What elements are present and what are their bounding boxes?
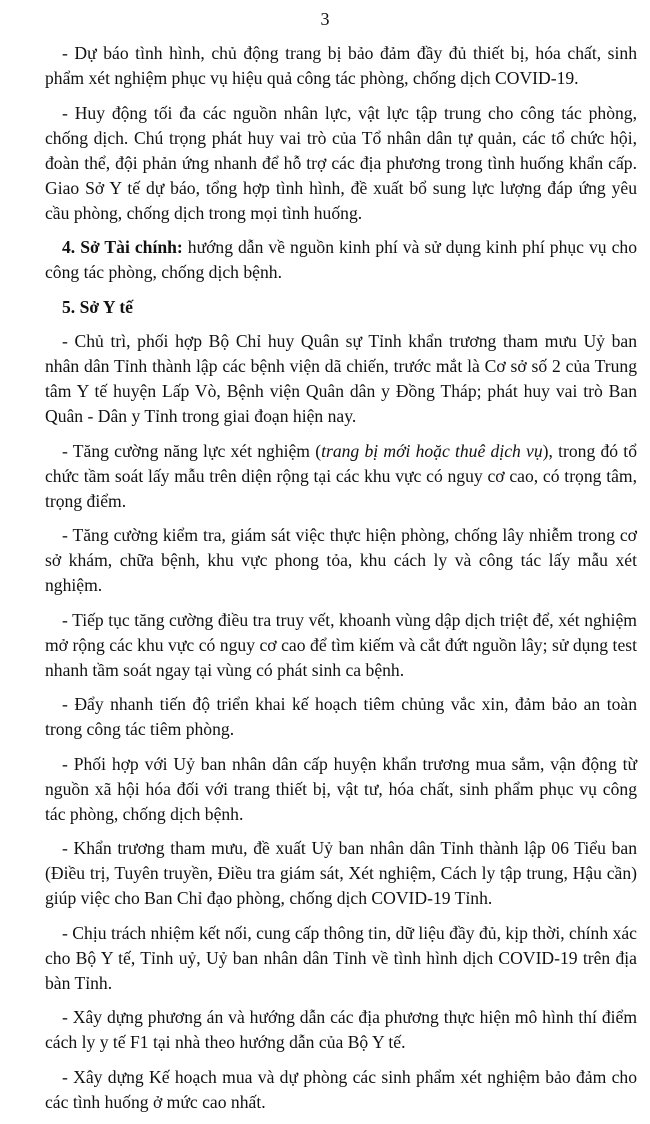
paragraph-finance-department: [45, 235, 637, 285]
paragraph-field-hospitals: - Chủ trì, phối hợp Bộ Chỉ huy Quân sự Tỉnh khẩn trương tham mưu Uỷ ban nhân dân Tỉnh thành lập các bệnh viện dã chiến, trước mắt là Cơ sở số 2 của Trung tâm Y tế huyện Lấp Vò, Bệnh viện Quân dân y Đồng Tháp; phát huy vai trò Ban Quân - Dân y Tỉnh trong giai đoạn hiện nay.: [45, 331, 637, 426]
paragraph-subcommittees: - Khẩn trương tham mưu, đề xuất Uỷ ban nhân dân Tỉnh thành lập 06 Tiểu ban (Điều trị, Tuyên truyền, Điều tra giám sát, Xét nghiệm, Cách ly tập trung, Hậu cần) giúp việc cho Ban Chỉ đạo phòng, chống dịch COVID-19 Tỉnh.: [45, 838, 637, 908]
finance-department-label: 4. Sở Tài chính:: [62, 237, 183, 257]
heading-health-department: 5. Sở Y tế: [62, 296, 133, 317]
paragraph-information: - Chịu trách nhiệm kết nối, cung cấp thông tin, dữ liệu đầy đủ, kịp thời, chính xác cho Bộ Y tế, Tỉnh uỷ, Uỷ ban nhân dân Tỉnh về tình hình dịch COVID-19 trên địa bàn Tỉnh.: [45, 922, 637, 993]
testing-text-before: - Tăng cường năng lực xét nghiệm (: [62, 440, 322, 461]
paragraph-contact-tracing: - Tiếp tục tăng cường điều tra truy vết, khoanh vùng dập dịch triệt để, xét nghiệm mở rộng các khu vực có nguy cơ cao để tìm kiếm và cắt đứt nguồn lây; sử dụng test nhanh tầm soát ngay tại vùng có phát sinh ca bệnh.: [45, 609, 637, 680]
paragraph-vaccination: - Đẩy nhanh tiến độ triển khai kế hoạch tiêm chủng vắc xin, đảm bảo an toàn trong công tác tiêm phòng.: [45, 694, 637, 739]
paragraph-forecast: - Dự báo tình hình, chủ động trang bị bảo đảm đầy đủ thiết bị, hóa chất, sinh phẩm xét nghiệm phục vụ hiệu quả công tác phòng, chống dịch COVID-19.: [45, 43, 637, 88]
page-number: 3: [320, 9, 330, 29]
document-body: [45, 41, 637, 1124]
paragraph-home-isolation: - Xây dựng phương án và hướng dẫn các địa phương thực hiện mô hình thí điểm cách ly y tế F1 tại nhà theo hướng dẫn của Bộ Y tế.: [45, 1007, 637, 1052]
paragraph-inspection: - Tăng cường kiểm tra, giám sát việc thực hiện phòng, chống lây nhiễm trong cơ sở khám, chữa bệnh, khu vực phong tỏa, khu cách ly và công tác lấy mẫu xét nghiệm.: [45, 525, 637, 595]
paragraph-mobilize-resources: - Huy động tối đa các nguồn nhân lực, vật lực tập trung cho công tác phòng, chống dịch. Chú trọng phát huy vai trò của Tổ nhân dân tự quản, các tổ chức hội, đoàn thể, đội phản ứng nhanh để hỗ trợ các địa phương trong tình huống khẩn cấp. Giao Sở Y tế dự báo, tổng hợp tình hình, đề xuất bổ sung lực lượng đáp ứng yêu cầu phòng, chống dịch trong mọi tình huống.: [45, 102, 637, 223]
paragraph-procurement: - Phối hợp với Uỷ ban nhân dân cấp huyện khẩn trương mua sắm, vận động từ nguồn xã hội hóa đối với trang thiết bị, vật tư, hóa chất, sinh phẩm phục vụ công tác phòng, chống dịch bệnh.: [45, 753, 637, 824]
paragraph-test-kits-plan: - Xây dựng Kế hoạch mua và dự phòng các sinh phẩm xét nghiệm bảo đảm cho các tình huống ở mức cao nhất.: [45, 1066, 637, 1112]
finance-department-text: hướng dẫn về nguồn kinh phí và sử dụng kinh phí phục vụ cho công tác phòng, chống dịch bệnh.: [45, 237, 637, 282]
testing-text-italic: trang bị mới hoặc thuê dịch vụ: [321, 440, 543, 461]
paragraph-testing-capacity: [45, 439, 637, 514]
testing-text-after: ), trong đó tổ chức tầm soát lấy mẫu trên diện rộng tại các khu vực có nguy cơ cao, có trọng tâm, trọng điểm.: [45, 440, 637, 511]
